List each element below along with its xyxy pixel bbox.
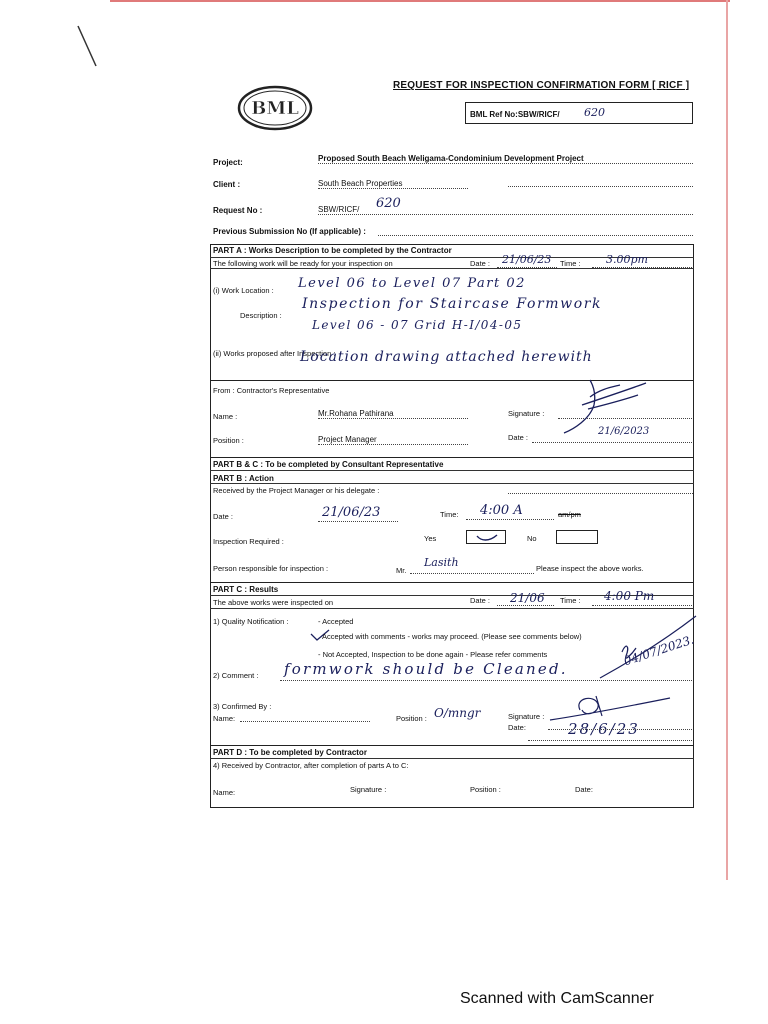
request-prefix: SBW/RICF/ bbox=[318, 205, 360, 214]
confirmed-date-value: 28/6/23 bbox=[568, 720, 640, 738]
works-after-label: (ii) Works proposed after Inspection : bbox=[213, 349, 336, 358]
c-date-value: 21/06 bbox=[510, 591, 545, 605]
side-signature bbox=[560, 612, 700, 682]
part-bc-header: PART B & C : To be completed by Consultant Representative bbox=[213, 460, 444, 469]
person-label: Person responsible for inspection : bbox=[213, 564, 329, 573]
part-a-time-label: Time : bbox=[560, 259, 581, 268]
comment-value: formwork should be Cleaned. bbox=[284, 660, 568, 678]
mr-label: Mr. bbox=[396, 566, 407, 575]
works-after-value: Location drawing attached herewith bbox=[300, 349, 593, 365]
confirmed-date-label: Date: bbox=[508, 723, 526, 732]
rep-signature-label: Signature : bbox=[508, 409, 545, 418]
inspected-label: The above works were inspected on bbox=[213, 598, 334, 607]
ref-label: BML Ref No:SBW/RICF/ bbox=[470, 110, 560, 119]
part-d-name-label: Name: bbox=[213, 788, 236, 797]
request-number: 620 bbox=[376, 196, 401, 211]
quality-label: 1) Quality Notification : bbox=[213, 617, 289, 626]
request-line bbox=[318, 214, 693, 215]
previous-line bbox=[378, 235, 693, 236]
description-line-2: Level 06 - 07 Grid H-I/04-05 bbox=[312, 318, 523, 332]
yes-checkbox[interactable] bbox=[466, 530, 506, 544]
received-label: Received by the Project Manager or his delegate : bbox=[213, 486, 380, 495]
part-a-header: PART A : Works Description to be completed by the Contractor bbox=[213, 246, 452, 255]
b-time-value: 4:00 A bbox=[480, 503, 523, 518]
part-d-signature-label: Signature : bbox=[350, 785, 387, 794]
check-mark-icon bbox=[467, 532, 505, 544]
part-d-date-label: Date: bbox=[575, 785, 593, 794]
scan-edge-top bbox=[110, 0, 730, 2]
person-value: Lasith bbox=[424, 556, 459, 569]
rep-position-label: Position : bbox=[213, 436, 244, 445]
part-d-position-label: Position : bbox=[470, 785, 501, 794]
pen-mark bbox=[76, 24, 100, 68]
please-inspect: Please inspect the above works. bbox=[536, 564, 644, 573]
ref-number: 620 bbox=[584, 106, 605, 119]
part-a-time-value: 3.00pm bbox=[606, 253, 648, 266]
not-accepted-option: - Not Accepted, Inspection to be done again - Please refer comments bbox=[318, 650, 548, 659]
project-line bbox=[318, 163, 693, 164]
part-d-header: PART D : To be completed by Contractor bbox=[213, 748, 367, 757]
part-a-date-label: Date : bbox=[470, 259, 491, 268]
description-line-1: Inspection for Staircase Formwork bbox=[302, 296, 603, 312]
no-label: No bbox=[527, 534, 537, 543]
description-label: Description : bbox=[240, 311, 282, 320]
project-label: Project: bbox=[213, 158, 243, 167]
accepted-option: - Accepted bbox=[318, 617, 354, 626]
c-time-label: Time : bbox=[560, 596, 581, 605]
confirmed-signature-label: Signature : bbox=[508, 712, 545, 721]
no-checkbox[interactable] bbox=[556, 530, 598, 544]
client-line-2 bbox=[508, 186, 693, 187]
c-date-label: Date : bbox=[470, 596, 491, 605]
part-d-received-text: 4) Received by Contractor, after completion of parts A to C: bbox=[213, 761, 409, 770]
part-c-header: PART C : Results bbox=[213, 585, 279, 594]
client-line bbox=[318, 188, 468, 189]
b-date-value: 21/06/23 bbox=[322, 505, 381, 520]
part-a-date-value: 21/06/23 bbox=[502, 253, 552, 266]
accepted-comments-option: Accepted with comments - works may proceed. (Please see comments below) bbox=[322, 632, 582, 641]
project-value: Proposed South Beach Weligama-Condominium Development Project bbox=[318, 154, 584, 163]
logo-text: BML bbox=[251, 98, 299, 119]
rep-position-value: Project Manager bbox=[318, 435, 377, 444]
rep-name-value: Mr.Rohana Pathirana bbox=[318, 409, 394, 418]
from-label: From : Contractor's Representative bbox=[213, 386, 330, 395]
scan-edge-right bbox=[726, 0, 728, 880]
work-location-value: Level 06 to Level 07 Part 02 bbox=[298, 276, 526, 291]
part-b-header: PART B : Action bbox=[213, 474, 274, 483]
b-date-label: Date : bbox=[213, 512, 234, 521]
yes-label: Yes bbox=[424, 534, 437, 543]
c-time-value: 4:00 Pm bbox=[604, 589, 655, 603]
previous-label: Previous Submission No (If applicable) : bbox=[213, 227, 366, 236]
rep-date-label: Date : bbox=[508, 433, 529, 442]
confirmed-name-label: Name: bbox=[213, 714, 236, 723]
inspection-required-label: Inspection Required : bbox=[213, 537, 284, 546]
ready-text: The following work will be ready for your inspection on bbox=[213, 259, 393, 268]
bml-logo bbox=[237, 85, 313, 131]
scanner-watermark: Scanned with CamScanner bbox=[460, 990, 654, 1007]
work-location-label: (i) Work Location : bbox=[213, 286, 274, 295]
rep-name-label: Name : bbox=[213, 412, 238, 421]
rep-date-value: 21/6/2023 bbox=[598, 426, 650, 437]
confirmed-position-value: O/mngr bbox=[434, 706, 481, 720]
b-time-label: Time: bbox=[440, 510, 459, 519]
confirmed-label: 3) Confirmed By : bbox=[213, 702, 272, 711]
side-date: 04/07/2023. bbox=[622, 632, 696, 669]
client-label: Client : bbox=[213, 180, 241, 189]
client-value: South Beach Properties bbox=[318, 179, 403, 188]
comment-label: 2) Comment : bbox=[213, 671, 259, 680]
confirmed-position-label: Position : bbox=[396, 714, 427, 723]
form-title: REQUEST FOR INSPECTION CONFIRMATION FORM [ RICF ] bbox=[393, 80, 690, 91]
request-label: Request No : bbox=[213, 206, 263, 215]
ampm-label: am/pm bbox=[558, 510, 581, 519]
